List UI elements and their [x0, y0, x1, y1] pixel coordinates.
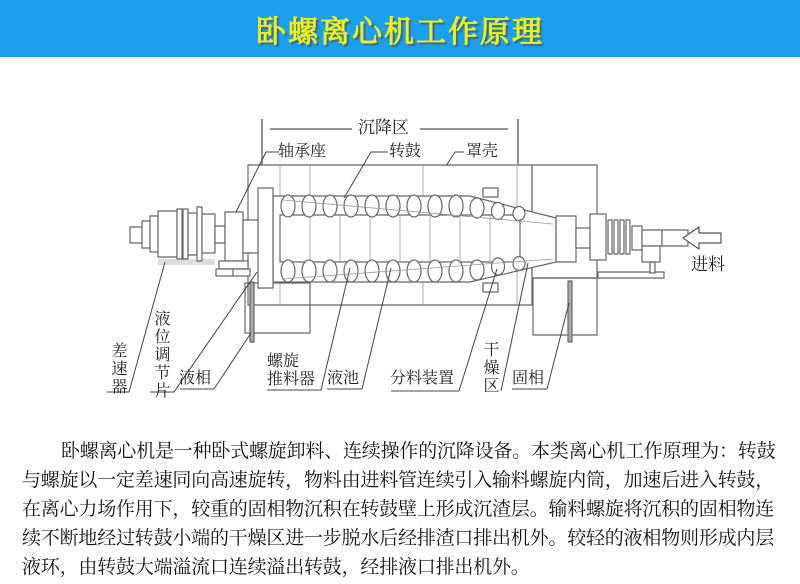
label-settling-zone: 沉降区 — [358, 118, 409, 137]
label-drum: 转鼓 — [389, 143, 422, 160]
description-line: 与螺旋以一定差速同向高速旋转，物料由进料管连续引入输料螺旋内筒，加速后进入转鼓， — [22, 470, 775, 491]
label-liquid-phase: 液相 — [179, 370, 212, 387]
label-screw-pusher-line2: 推料器 — [267, 371, 316, 388]
label-level-adjust-plate: 液位调节片 — [152, 310, 169, 400]
description-line: 卧螺离心机是一种卧式螺旋卸料、连续操作的沉降设备。本类离心机工作原理为：转鼓 — [61, 441, 776, 462]
label-distributor: 分料装置 — [390, 370, 455, 387]
label-casing: 罩壳 — [466, 143, 499, 160]
label-screw-pusher-line1: 螺旋 — [267, 353, 300, 370]
label-differential: 差速器 — [109, 342, 126, 396]
description-line: 在离心力场作用下，较重的固相物沉积在转鼓壁上形成沉渣层。输料螺旋将沉积的固相物连 — [22, 499, 775, 520]
differential-assembly — [130, 207, 225, 265]
label-screw-pusher — [267, 353, 315, 389]
description-line: 液环，由转鼓大端溢流口连续溢出转鼓，经排液口排出机外。 — [22, 557, 530, 578]
solid-phase-plate — [568, 281, 572, 342]
label-liquid-pool: 液池 — [327, 370, 360, 387]
page-title: 卧螺离心机工作原理 — [256, 15, 544, 49]
description-paragraph — [22, 437, 780, 582]
label-drying-zone: 干燥区 — [481, 341, 498, 395]
description-line: 续不断地经过转鼓小端的干燥区进一步脱水后经排渣口排出机外。较轻的液相物则形成内层 — [22, 528, 775, 549]
label-solid-phase: 固相 — [512, 370, 545, 387]
label-bearing-seat: 轴承座 — [278, 143, 327, 160]
feed-arrow-icon — [683, 227, 721, 249]
label-feed: 进料 — [691, 255, 725, 274]
